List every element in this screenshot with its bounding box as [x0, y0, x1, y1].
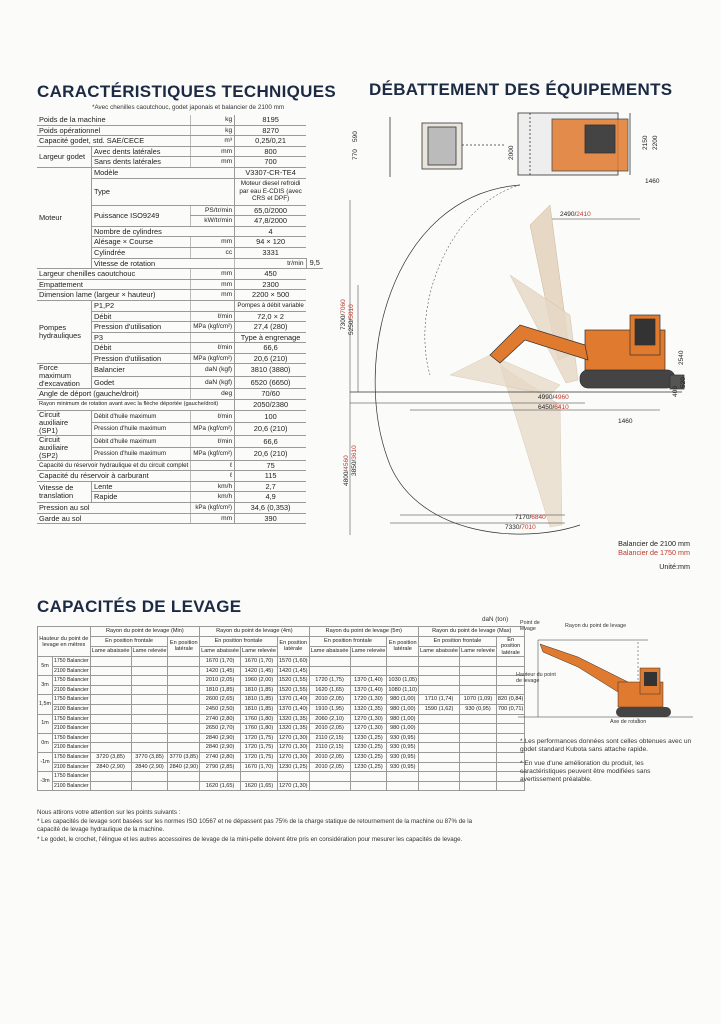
lift-cell — [168, 714, 200, 724]
range-title: DÉBATTEMENT DES ÉQUIPEMENTS — [369, 80, 673, 99]
lift-cell — [309, 657, 350, 667]
lift-cell: 1670 (1,70) — [241, 762, 278, 772]
dim-h5: 520 — [680, 377, 687, 388]
lift-cell — [168, 666, 200, 676]
lift-cell — [419, 714, 460, 724]
spec-row: Angle de déport (gauche/droit) deg 70/60 — [37, 389, 323, 400]
legend-1750: Balancier de 1750 mm — [618, 548, 690, 557]
lift-cell — [168, 657, 200, 667]
lift-arm: 2100 Balancier — [52, 781, 90, 791]
lift-cell: 2010 (2,05) — [309, 724, 350, 734]
lift-row — [38, 657, 525, 667]
lift-cell — [419, 733, 460, 743]
lift-cell: 1720 (1,75) — [241, 733, 278, 743]
lift-row — [38, 753, 525, 763]
lift-cell — [419, 676, 460, 686]
lift-cell: 2840 (2,90) — [200, 743, 241, 753]
lift-cell — [168, 685, 200, 695]
lift-cell — [419, 685, 460, 695]
fig-label-hauteur: Hauteur du point de levage — [516, 672, 556, 684]
lift-row — [38, 676, 525, 686]
spec-row: Pression d'utilisation MPa (kgf/cm²) 20,6 (210) — [37, 353, 323, 364]
lift-cell — [309, 781, 350, 791]
lift-cell: 820 (0,84) — [496, 695, 525, 705]
lift-level: 1,5m — [38, 695, 53, 714]
lift-cell: 930 (0,95) — [460, 705, 497, 715]
dim-top-f: 1460 — [645, 178, 660, 185]
dim-dp1: 4800/4560 — [343, 455, 350, 486]
lift-cell: 1370 (1,40) — [350, 685, 387, 695]
lift-row — [38, 762, 525, 772]
lift-unit: daN (ton) — [482, 616, 509, 623]
fig-label-point: Point de levage — [520, 620, 540, 632]
lift-cell — [309, 666, 350, 676]
lift-row — [38, 781, 525, 791]
lift-cell: 1810 (1,85) — [241, 705, 278, 715]
lift-cell: 2110 (2,15) — [309, 743, 350, 753]
lift-cell: 2010 (2,05) — [309, 695, 350, 705]
lift-level: 0m — [38, 733, 53, 752]
lift-cell — [419, 781, 460, 791]
lift-cell: 930 (0,95) — [387, 753, 419, 763]
lift-cell: 1230 (1,25) — [350, 753, 387, 763]
lift-arm: 1750 Balancier — [52, 714, 90, 724]
dim-top-e: 2200 — [652, 135, 659, 150]
lift-row — [38, 714, 525, 724]
lift-cell: 1370 (1,40) — [350, 676, 387, 686]
lift-cell — [460, 657, 497, 667]
lift-cell: 1590 (1,62) — [419, 705, 460, 715]
side-note-2: * En vue d'une amélioration du produit, les caractéristiques peuvent être modifiées sans avertissement préalable. — [520, 760, 651, 783]
dim-r2: 7330/7010 — [505, 524, 536, 531]
lift-cell: 1320 (1,35) — [277, 714, 309, 724]
lift-arm: 2100 Balancier — [52, 743, 90, 753]
spec-row: Circuit auxiliaire (SP2) Débit d'huile maximum ℓ/min 66,6 — [37, 435, 323, 448]
lift-cell: 1230 (1,25) — [350, 743, 387, 753]
lift-cell: 2740 (2,80) — [200, 714, 241, 724]
spec-row: Puissance ISO9249 PS/tr/min 65,0/2000 — [37, 205, 323, 216]
lift-cell — [90, 657, 131, 667]
lift-cell: 3770 (3,85) — [131, 753, 168, 763]
lift-cell — [168, 676, 200, 686]
lift-cell: 1270 (1,30) — [277, 733, 309, 743]
lift-notes-title: Nous attirons votre attention sur les points suivants : — [37, 809, 181, 816]
lift-cell: 700 (0,71) — [496, 705, 525, 715]
lift-cell: 2110 (2,15) — [309, 733, 350, 743]
spec-row: Empattement mm 2300 — [37, 279, 323, 290]
lift-cell: 1270 (1,30) — [277, 743, 309, 753]
lift-cell: 2010 (2,05) — [200, 676, 241, 686]
lift-cell — [90, 733, 131, 743]
spec-row: Pression d'huile maximum MPa (kgf/cm²) 20,6 (210) — [37, 423, 323, 436]
lift-cell — [90, 685, 131, 695]
lift-cell: 1810 (1,85) — [241, 685, 278, 695]
spec-row: Débit ℓ/min 72,0 × 2 — [37, 311, 323, 322]
lift-cell: 2840 (2,90) — [200, 733, 241, 743]
lift-cell: 1080 (1,10) — [387, 685, 419, 695]
spec-row: Moteur Modèle V3307-CR-TE4 — [37, 167, 323, 178]
lift-cell — [131, 666, 168, 676]
lift-cell — [131, 695, 168, 705]
lift-cell — [419, 724, 460, 734]
lift-cell: 1720 (1,30) — [350, 695, 387, 705]
spec-row: Alésage × Course mm 94 × 120 — [37, 237, 323, 248]
spec-row: Godet daN (kgf) 6520 (6650) — [37, 376, 323, 389]
lift-cell: 2840 (2,90) — [90, 762, 131, 772]
lift-cell: 980 (1,00) — [387, 695, 419, 705]
spec-row: Rapide km/h 4,9 — [37, 492, 323, 503]
lift-arm: 2100 Balancier — [52, 666, 90, 676]
dim-r1: 7170/6840 — [515, 514, 546, 521]
lift-cell — [90, 743, 131, 753]
lift-arm: 2100 Balancier — [52, 724, 90, 734]
lift-row — [38, 695, 525, 705]
spec-row: Capacité du réservoir à carburant ℓ 115 — [37, 471, 323, 482]
lift-cell — [460, 724, 497, 734]
lift-cell: 1270 (1,30) — [277, 753, 309, 763]
dim-top-c: 2000 — [508, 145, 515, 160]
lift-cell: 2010 (2,05) — [309, 762, 350, 772]
dim-reach-h: 2490/2410 — [560, 211, 591, 218]
lift-cell: 1570 (1,60) — [277, 657, 309, 667]
spec-row: Pression d'utilisation MPa (kgf/cm²) 27,4 (280) — [37, 322, 323, 333]
specs-note: *Avec chenilles caoutchouc, godet japonais et balancier de 2100 mm — [92, 104, 285, 111]
lift-cell — [131, 724, 168, 734]
lift-cell — [419, 753, 460, 763]
spec-row: Largeur chenilles caoutchouc mm 450 — [37, 269, 323, 280]
lift-cell — [460, 733, 497, 743]
lift-note-2: * Le godet, le crochet, l'élingue et les autres accessoires de levage de la mini-pelle doivent être pris en considération pour mesurer les capacités de levage. — [37, 836, 463, 843]
lift-arm: 2100 Balancier — [52, 685, 90, 695]
lift-cell: 1720 (1,75) — [309, 676, 350, 686]
lift-cell: 1370 (1,40) — [277, 695, 309, 705]
lift-arm: 1750 Balancier — [52, 772, 90, 782]
lift-cell — [419, 743, 460, 753]
lift-cell: 1520 (1,55) — [277, 676, 309, 686]
dim-h1: 7300/7060 — [340, 299, 347, 330]
lift-cell — [131, 676, 168, 686]
lift-cell — [387, 772, 419, 782]
lift-cell: 980 (1,00) — [387, 724, 419, 734]
lift-cell — [419, 657, 460, 667]
lift-cell: 2010 (2,05) — [309, 753, 350, 763]
lift-cell — [387, 657, 419, 667]
unit-label: Unité:mm — [659, 562, 690, 571]
lift-cell — [460, 714, 497, 724]
spec-row: Poids de la machine kg 8195 — [37, 115, 323, 125]
lift-cell: 2600 (2,65) — [200, 695, 241, 705]
lift-cell — [90, 781, 131, 791]
spec-row: Débit ℓ/min 66,6 — [37, 343, 323, 354]
lift-arm: 1750 Balancier — [52, 753, 90, 763]
lift-cell — [168, 733, 200, 743]
lift-cell: 1270 (1,30) — [350, 724, 387, 734]
lift-row — [38, 685, 525, 695]
lift-cell — [131, 743, 168, 753]
lift-cell — [90, 714, 131, 724]
lift-arm: 1750 Balancier — [52, 695, 90, 705]
specs-title: CARACTÉRISTIQUES TECHNIQUES — [37, 82, 337, 101]
lift-row — [38, 724, 525, 734]
lift-cell — [460, 676, 497, 686]
lift-cell: 1370 (1,40) — [277, 705, 309, 715]
lift-cell: 980 (1,00) — [387, 705, 419, 715]
lift-cell: 1230 (1,25) — [277, 762, 309, 772]
lift-cell — [350, 666, 387, 676]
lift-cell — [90, 772, 131, 782]
lift-cell: 1910 (1,95) — [309, 705, 350, 715]
lift-cell — [277, 772, 309, 782]
lift-cell: 1960 (2,00) — [241, 676, 278, 686]
lift-cell — [168, 695, 200, 705]
lift-arm: 2100 Balancier — [52, 705, 90, 715]
lift-cell: 1760 (1,80) — [241, 714, 278, 724]
spec-row: Largeur godet Avec dents latérales mm 800 — [37, 146, 323, 157]
lift-cell: 930 (0,95) — [387, 743, 419, 753]
lift-cell: 3720 (3,85) — [90, 753, 131, 763]
lift-cell — [168, 781, 200, 791]
lift-cell — [131, 772, 168, 782]
lift-cell: 1070 (1,09) — [460, 695, 497, 705]
lift-arm: 1750 Balancier — [52, 676, 90, 686]
lift-cell — [460, 666, 497, 676]
lift-row — [38, 733, 525, 743]
top-view-large — [518, 113, 630, 175]
lift-cell: 1420 (1,45) — [241, 666, 278, 676]
lift-cell — [131, 685, 168, 695]
lift-row — [38, 666, 525, 676]
lift-table: Hauteur du point de levage en mètres Rayon du point de levage (Min) Rayon du point de levage (4m) Rayon du point de levage (5m) Rayon du point de levage (Max) En position frontale En position latérale En position frontale En position latérale En position frontale En position latérale En position frontale En position latérale Lame abaissée Lame relevée Lame abaissée Lame relevée Lame abaissée Lame relevée Lame abaissée Lame relevée 5m 1750 Balancier 1670 (1,70) 1670 (1,70) 1570 (1,60) 2100 Balancier 1420 (1,45) 1420 (1,45) 1420 (1,45) 3m 1750 Balancier 2010 (2,05) 1960 (2,00) 1520 (1,55) 1720 (1,75) 1370 (1,40) 1030 (1,05) 2100 Balancier 1810 (1,85) 1810 (1,85) 1520 (1,55) 1620 (1,65) 1370 (1,40) 1080 (1,10) 1,5m 1750 Balancier 2600 (2,65) 1810 (1,85) 1370 (1,40) 2010 (2,05) 1720 (1,30) 980 (1,00) 1710 (1,74) 1070 (1,09) 820 (0,84) 2100 Balancier 2450 (2,50) 1810 (1,85) 1370 (1,40) 1910 (1,95) 1320 (1,35) 980 (1,00) 1590 (1,62) 930 (0,95) 700 (0,71) 1m 1750 Balancier 2740 (2,80) 1760 (1,80) 1320 (1,35) 2060 (2,10) 1270 (1,30) 980 (1,00) 2100 Balancier 2650 (2,70) 1760 (1,80) 1320 (1,35) 2010 (2,05) 1270 (1,30) 980 (1,00) 0m 1750 Balancier 2840 (2,90) 1720 (1,75) 1270 (1,30) 2110 (2,15) 1230 (1,25) 930 (0,95) 2100 Balancier 2840 (2,90) 1720 (1,75) 1270 (1,30) 2110 (2,15) 1230 (1,25) 930 (0,95) -1m 1750 Balancier 3720 (3,85) 3770 (3,85) 3770 (3,85) 2740 (2,80) 1720 (1,75) 1270 (1,30) 2010 (2,05) 1230 (1,25) 930 (0,95) 2100 Balancier 2840 (2,90) 2840 (2,90) 2840 (2,90) 2790 (2,85) 1670 (1,70) 1230 (1,25) 2010 (2,05) 1230 (1,25) 930 (0,95) -3m 1750 Balancier 2100 Balancier 1620 (1,65) 1620 (1,65) 1270 (1,30) — [37, 626, 525, 791]
lift-cell — [168, 743, 200, 753]
lift-arm: 1750 Balancier — [52, 657, 90, 667]
lift-cell — [387, 781, 419, 791]
lift-cell — [460, 743, 497, 753]
lift-cell: 930 (0,95) — [387, 762, 419, 772]
spec-row: Cylindrée cc 3331 — [37, 247, 323, 258]
dim-d3: 1460 — [618, 418, 633, 425]
spec-row: Capacité du réservoir hydraulique et du circuit complet ℓ 75 — [37, 460, 323, 471]
lift-cell — [419, 762, 460, 772]
lift-cell — [460, 772, 497, 782]
lift-cell: 1620 (1,65) — [200, 781, 241, 791]
spec-row: Pression d'huile maximum MPa (kgf/cm²) 20,6 (210) — [37, 448, 323, 461]
spec-row: Poids opérationnel kg 8270 — [37, 125, 323, 136]
dim-dp2: 3850/3610 — [351, 445, 358, 476]
lift-cell: 1620 (1,65) — [241, 781, 278, 791]
lift-cell: 2740 (2,80) — [200, 753, 241, 763]
dim-d2: 6450/6410 — [538, 404, 569, 411]
range-diagram — [330, 105, 690, 575]
legend-2100: Balancier de 2100 mm — [618, 539, 690, 548]
lift-cell — [350, 657, 387, 667]
lift-cell — [168, 724, 200, 734]
top-view-small — [390, 117, 505, 177]
lift-cell — [90, 676, 131, 686]
lift-cell: 1670 (1,70) — [200, 657, 241, 667]
spec-row: Force maximum d'excavation Balancier daN (kgf) 3810 (3880) — [37, 364, 323, 377]
lift-cell: 2060 (2,10) — [309, 714, 350, 724]
dim-h4: 400 — [672, 386, 679, 397]
lift-level: -1m — [38, 753, 53, 772]
lift-cell: 1420 (1,45) — [200, 666, 241, 676]
lift-cell — [90, 724, 131, 734]
lift-cell: 1710 (1,74) — [419, 695, 460, 705]
dim-h2: 5250/5010 — [348, 304, 355, 335]
lift-cell: 1620 (1,65) — [309, 685, 350, 695]
lift-cell — [131, 714, 168, 724]
lift-cell: 2840 (2,90) — [131, 762, 168, 772]
lift-cell: 1720 (1,75) — [241, 743, 278, 753]
lift-cell: 1520 (1,55) — [277, 685, 309, 695]
spec-row: Pompes hydrauliques P1,P2 Pompes à débit variable — [37, 300, 323, 311]
lift-cell: 1810 (1,85) — [241, 695, 278, 705]
dim-h3: 2540 — [678, 350, 685, 365]
lift-cell — [419, 666, 460, 676]
lift-note-1: * Les capacités de levage sont basées sur les normes ISO 10567 et ne dépassent pas 75% de la charge statique de retournement de la machine ou 87% de la capacité de levage hydraulique de la machine. — [37, 818, 473, 833]
lift-cell — [460, 762, 497, 772]
lift-cell — [460, 781, 497, 791]
dim-top-b: 590 — [352, 131, 359, 142]
lift-cell — [350, 772, 387, 782]
lift-cell: 3770 (3,85) — [168, 753, 200, 763]
lift-cell — [460, 685, 497, 695]
lift-cell — [131, 781, 168, 791]
boom-ghosts — [450, 205, 578, 527]
lift-cell: 1720 (1,75) — [241, 753, 278, 763]
spec-row: Capacité godet, std. SAE/CECE m³ 0,25/0,21 — [37, 136, 323, 147]
lift-cell: 1420 (1,45) — [277, 666, 309, 676]
lift-cell: 1230 (1,25) — [350, 762, 387, 772]
lift-cell: 1230 (1,25) — [350, 733, 387, 743]
lift-title: CAPACITÉS DE LEVAGE — [37, 597, 242, 616]
spec-row: Circuit auxiliaire (SP1) Débit d'huile maximum ℓ/min 100 — [37, 410, 323, 423]
lift-cell — [200, 772, 241, 782]
lift-level: -3m — [38, 772, 53, 791]
spec-row: Vitesse de rotation tr/min 9,5 — [37, 258, 323, 269]
lift-row — [38, 743, 525, 753]
lift-arm: 1750 Balancier — [52, 733, 90, 743]
lift-cell: 930 (0,95) — [387, 733, 419, 743]
fig-label-rayon: Rayon du point de levage — [565, 623, 627, 629]
lift-row — [38, 705, 525, 715]
fig-label-axe: Axe de rotation — [610, 719, 647, 725]
lift-cell: 1670 (1,70) — [241, 657, 278, 667]
lift-cell — [419, 772, 460, 782]
spec-row: Sans dents latérales mm 700 — [37, 157, 323, 168]
dim-top-d: 2150 — [642, 135, 649, 150]
dim-top-a: 770 — [352, 149, 359, 160]
lift-cell — [241, 772, 278, 782]
spec-row: Garde au sol mm 390 — [37, 513, 323, 524]
lift-cell — [168, 772, 200, 782]
lift-cell: 2650 (2,70) — [200, 724, 241, 734]
lift-cell — [131, 733, 168, 743]
lift-arm: 2100 Balancier — [52, 762, 90, 772]
lift-cell — [387, 666, 419, 676]
spec-row: P3 Type à engrenage — [37, 332, 323, 343]
lift-cell: 1030 (1,05) — [387, 676, 419, 686]
lift-cell: 2840 (2,90) — [168, 762, 200, 772]
lift-cell: 2790 (2,85) — [200, 762, 241, 772]
lift-cell: 1270 (1,30) — [277, 781, 309, 791]
lift-cell — [309, 772, 350, 782]
spec-row: Vitesse de translation Lente km/h 2,7 — [37, 481, 323, 492]
spec-row: Nombre de cylindres 4 — [37, 226, 323, 237]
lift-cell — [168, 705, 200, 715]
lift-cell: 980 (1,00) — [387, 714, 419, 724]
side-note-1: * Les performances données sont celles obtenues avec un godet standard Kubota sans attache rapide. — [520, 738, 692, 753]
spec-row: kW/tr/min 47,8/2000 — [37, 216, 323, 227]
lift-cell — [90, 666, 131, 676]
lift-cell — [90, 705, 131, 715]
lift-cell: 1270 (1,30) — [350, 714, 387, 724]
lift-row — [38, 772, 525, 782]
spec-row: Pression au sol kPa (kgf/cm²) 34,6 (0,353) — [37, 503, 323, 514]
lift-cell: 1810 (1,85) — [200, 685, 241, 695]
lift-level: 3m — [38, 676, 53, 695]
lift-cell: 2450 (2,50) — [200, 705, 241, 715]
lift-level: 5m — [38, 657, 53, 676]
lift-cell: 1320 (1,35) — [277, 724, 309, 734]
spec-row: Rayon minimum de rotation avant avec la flèche déportée (gauche/droit) 2050/2380 — [37, 400, 323, 411]
lift-level: 1m — [38, 714, 53, 733]
lift-cell — [131, 657, 168, 667]
lift-cell — [131, 705, 168, 715]
lift-cell — [90, 695, 131, 705]
lift-cell: 1320 (1,35) — [350, 705, 387, 715]
lift-corner: Hauteur du point de levage en mètres — [38, 627, 91, 657]
lift-cell — [460, 753, 497, 763]
spec-row: Dimension lame (largeur × hauteur) mm 2200 × 500 — [37, 290, 323, 301]
lift-cell: 1760 (1,80) — [241, 724, 278, 734]
spec-table — [37, 115, 323, 524]
spec-row: Type Moteur diesel refroidi par eau E-CDIS (avec CRS et DPF) — [37, 178, 323, 205]
lift-cell — [350, 781, 387, 791]
dim-d1: 4990/4960 — [538, 394, 569, 401]
